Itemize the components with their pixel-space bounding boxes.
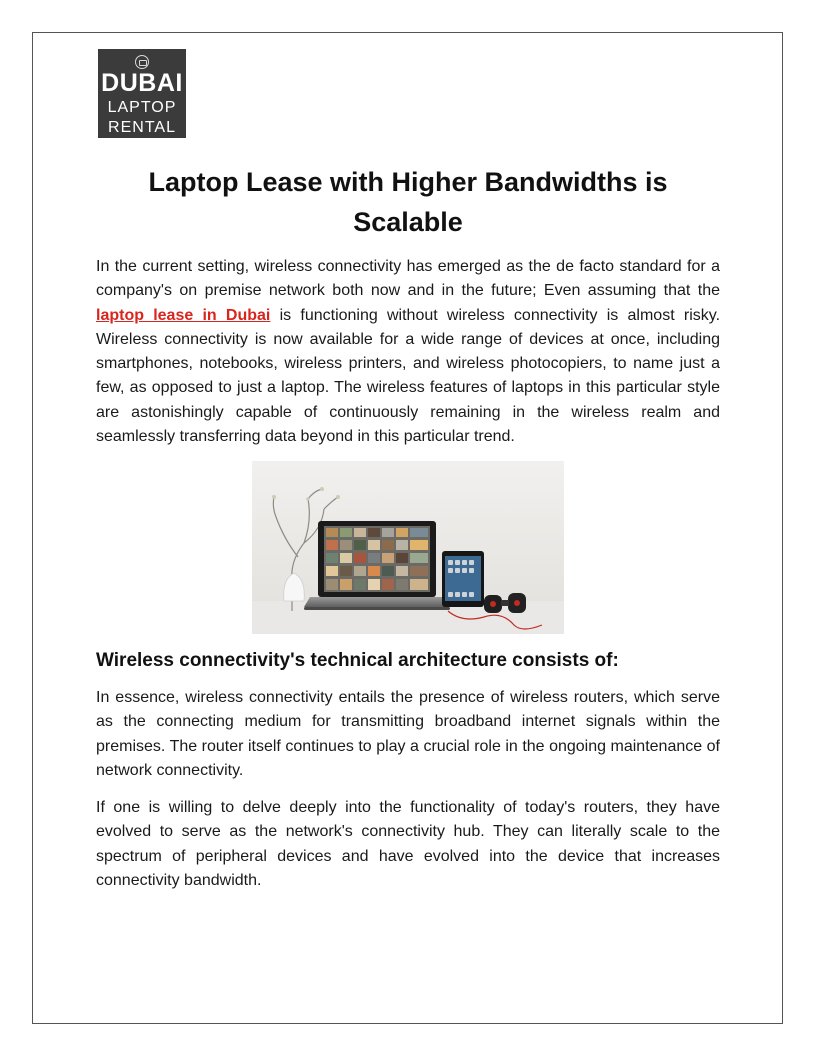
laptop-tablet-photo — [252, 461, 564, 634]
page-title: Laptop Lease with Higher Bandwidths is Scalable — [148, 167, 668, 237]
intro-text-before-link: In the current setting, wireless connectivity has emerged as the de facto standard for a company's on premise network both now and in the future; Even assuming that the — [96, 258, 720, 300]
intro-text-after-link: is functioning without wireless connectivity is almost risky. Wireless connectivity is now available for a wide range of devices at once, including smartphones, notebooks, wireless printers, and wireless photocopiers, to name just a few, as opposed to just a laptop. The wireless features of laptops in this particular style are astonishingly capable of continuously remaining in the wireless realm and seamlessly transferring data beyond in this particular trend. — [96, 306, 721, 446]
paragraph-wireless-routers: In essence, wireless connectivity entails the presence of wireless routers, which serve as the connecting medium for transmitting broadband internet signals within the premises. The router itself continues to play a crucial role in the ongoing maintenance of network connectivity. — [96, 689, 720, 779]
laptop-emblem-icon — [135, 55, 149, 69]
paragraph-connectivity-hub: If one is willing to delve deeply into the functionality of today's routers, they have evolved to serve as the network's connectivity hub. They can literally scale to the spectrum of peripheral devices and have evolved into the device that increases connectivity bandwidth. — [96, 799, 720, 889]
intro-paragraph — [96, 255, 720, 449]
logo-line-2: LAPTOP — [107, 99, 177, 116]
laptop-lease-link[interactable]: laptop lease in Dubai — [96, 306, 271, 324]
logo-line-1: DUBAI — [101, 69, 183, 97]
laptop — [304, 521, 450, 610]
logo-line-3: RENTAL — [108, 119, 176, 136]
dubai-laptop-rental-logo — [98, 49, 186, 138]
section-heading: Wireless connectivity's technical architecture consists of: — [96, 650, 619, 671]
tablet — [442, 551, 484, 607]
